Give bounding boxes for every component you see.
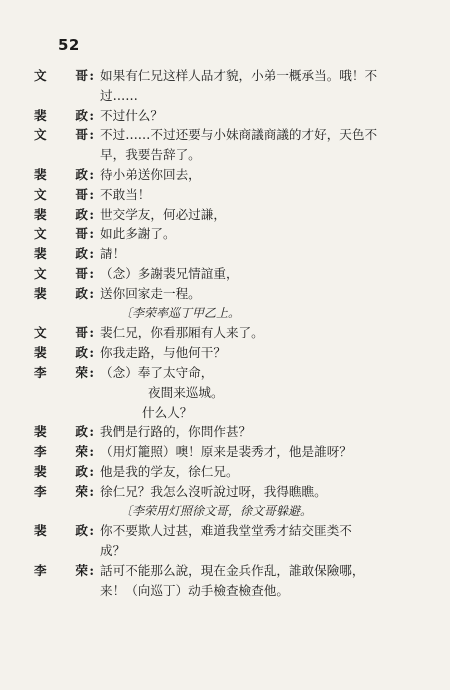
dialogue-line xyxy=(34,205,438,225)
speaker-name xyxy=(34,224,94,244)
speaker-colon: : xyxy=(89,325,94,341)
dialogue-text: （用灯籠照）噢！原来是裴秀才，他是誰呀？ xyxy=(100,444,352,460)
speaker-colon: : xyxy=(89,364,94,380)
script-body xyxy=(34,66,438,601)
speaker-char: 政 xyxy=(75,345,88,361)
dialogue-line xyxy=(34,323,438,343)
speaker-char: 文 xyxy=(34,186,47,202)
speaker-colon: : xyxy=(89,463,94,479)
speaker-char: 李 xyxy=(34,562,47,578)
speaker-name xyxy=(34,185,94,205)
speaker-colon: : xyxy=(89,68,94,83)
speaker-colon: : xyxy=(89,523,94,539)
speaker-name xyxy=(34,284,94,304)
dialogue-text: 你我走路，与他何干？ xyxy=(100,345,226,361)
dialogue-line xyxy=(34,224,438,244)
dialogue-text: 送你回家走一程。 xyxy=(100,285,201,301)
dialogue-line xyxy=(34,482,438,502)
speaker-char: 荣 xyxy=(75,483,88,499)
dialogue-text: 請！ xyxy=(100,246,126,262)
dialogue-line xyxy=(34,363,438,383)
speaker-name xyxy=(34,442,94,462)
speaker-colon: : xyxy=(89,285,94,301)
speaker-colon: : xyxy=(89,444,94,460)
stage-direction-text: 〔李荣用灯照徐文哥，徐文哥躲避。 xyxy=(120,503,313,518)
speaker-colon: : xyxy=(89,206,94,222)
speaker-char: 李 xyxy=(34,364,47,380)
speaker-name xyxy=(34,343,94,363)
speaker-char: 裴 xyxy=(34,523,47,539)
page-number: 52 xyxy=(58,36,80,54)
dialogue-line xyxy=(34,165,438,185)
speaker-char: 政 xyxy=(75,285,88,301)
continuation-line xyxy=(34,403,438,423)
speaker-char: 文 xyxy=(34,127,47,143)
speaker-colon: : xyxy=(89,424,94,440)
dialogue-line xyxy=(34,284,438,304)
speaker-colon: : xyxy=(89,562,94,578)
continuation-line xyxy=(34,541,438,561)
dialogue-text: 他是我的学友，徐仁兄。 xyxy=(100,463,239,479)
line-text: 过…… xyxy=(100,87,138,103)
speaker-char: 裴 xyxy=(34,166,47,182)
speaker-char: 裴 xyxy=(34,107,47,123)
continuation-line xyxy=(34,581,438,601)
dialogue-line xyxy=(34,244,438,264)
speaker-char: 哥 xyxy=(75,68,88,83)
speaker-char: 文 xyxy=(34,226,47,242)
line-text: 来！（向巡丁）动手檢查檢查他。 xyxy=(100,582,289,598)
speaker-char: 政 xyxy=(75,166,88,182)
dialogue-line xyxy=(34,185,438,205)
speaker-colon: : xyxy=(89,226,94,242)
dialogue-line xyxy=(34,422,438,442)
dialogue-text: 如果有仁兄这样人品才貌，小弟一概承当。哦！不 xyxy=(100,68,378,83)
speaker-char: 文 xyxy=(34,265,47,281)
stage-direction-text: 〔李荣率巡丁甲乙上。 xyxy=(120,305,241,320)
speaker-colon: : xyxy=(89,265,94,281)
speaker-name xyxy=(34,165,94,185)
speaker-char: 政 xyxy=(75,246,88,262)
speaker-char: 荣 xyxy=(75,444,88,460)
dialogue-text: 徐仁兄？我怎么沒听說过呀，我得瞧瞧。 xyxy=(100,483,327,499)
continuation-line xyxy=(34,145,438,165)
dialogue-text: （念）多謝裴兄情誼重， xyxy=(100,265,239,281)
speaker-colon: : xyxy=(89,166,94,182)
speaker-char: 荣 xyxy=(75,562,88,578)
speaker-name xyxy=(34,244,94,264)
speaker-char: 裴 xyxy=(34,246,47,262)
dialogue-line xyxy=(34,264,438,284)
speaker-name xyxy=(34,422,94,442)
speaker-char: 哥 xyxy=(75,325,88,341)
continuation-line xyxy=(34,383,438,403)
dialogue-text: 你不要欺人过甚，难道我堂堂秀才結交匪类不 xyxy=(100,523,352,539)
speaker-char: 政 xyxy=(75,206,88,222)
dialogue-line xyxy=(34,106,438,126)
dialogue-text: （念）奉了太守命， xyxy=(100,364,214,380)
speaker-name xyxy=(34,106,94,126)
dialogue-line xyxy=(34,125,438,145)
dialogue-line xyxy=(34,561,438,581)
dialogue-line xyxy=(34,66,438,86)
line-text: 什么人？ xyxy=(142,404,193,420)
speaker-name xyxy=(34,264,94,284)
stage-direction xyxy=(34,304,438,324)
speaker-colon: : xyxy=(89,127,94,143)
speaker-char: 裴 xyxy=(34,345,47,361)
dialogue-text: 我們是行路的，你問作甚？ xyxy=(100,424,252,440)
speaker-colon: : xyxy=(89,246,94,262)
speaker-char: 政 xyxy=(75,107,88,123)
dialogue-line xyxy=(34,442,438,462)
speaker-char: 政 xyxy=(75,424,88,440)
speaker-char: 哥 xyxy=(75,186,88,202)
speaker-colon: : xyxy=(89,483,94,499)
speaker-char: 荣 xyxy=(75,364,88,380)
speaker-char: 李 xyxy=(34,444,47,460)
speaker-char: 文 xyxy=(34,325,47,341)
dialogue-line xyxy=(34,462,438,482)
speaker-colon: : xyxy=(89,345,94,361)
speaker-name xyxy=(34,462,94,482)
dialogue-line xyxy=(34,521,438,541)
dialogue-line xyxy=(34,343,438,363)
continuation-line xyxy=(34,86,438,106)
stage-direction xyxy=(34,502,438,522)
speaker-char: 哥 xyxy=(75,226,88,242)
speaker-char: 裴 xyxy=(34,463,47,479)
line-text: 成？ xyxy=(100,543,126,559)
speaker-char: 李 xyxy=(34,483,47,499)
dialogue-text: 待小弟送你回去， xyxy=(100,166,201,182)
line-text: 早，我要告辞了。 xyxy=(100,147,201,163)
line-text: 夜間来巡城。 xyxy=(148,384,224,400)
speaker-name xyxy=(34,125,94,145)
speaker-name xyxy=(34,323,94,343)
speaker-char: 哥 xyxy=(75,265,88,281)
speaker-char: 政 xyxy=(75,463,88,479)
speaker-name xyxy=(34,521,94,541)
speaker-char: 裴 xyxy=(34,285,47,301)
speaker-name xyxy=(34,66,94,86)
speaker-name xyxy=(34,482,94,502)
speaker-char: 哥 xyxy=(75,127,88,143)
speaker-name xyxy=(34,561,94,581)
dialogue-text: 世交学友，何必过謙， xyxy=(100,206,226,222)
dialogue-text: 不敢当！ xyxy=(100,186,151,202)
dialogue-text: 如此多謝了。 xyxy=(100,226,176,242)
dialogue-text: 不过什么？ xyxy=(100,107,163,123)
speaker-colon: : xyxy=(89,107,94,123)
speaker-char: 裴 xyxy=(34,206,47,222)
speaker-char: 裴 xyxy=(34,424,47,440)
speaker-colon: : xyxy=(89,186,94,202)
dialogue-text: 話可不能那么說，現在金兵作乱，誰敢保險哪， xyxy=(100,562,365,578)
speaker-char: 文 xyxy=(34,68,47,83)
speaker-char: 政 xyxy=(75,523,88,539)
speaker-name xyxy=(34,363,94,383)
dialogue-text: 裴仁兄，你看那厢有人来了。 xyxy=(100,325,264,341)
dialogue-text: 不过……不过还要与小妹商議商議的才好，天色不 xyxy=(100,127,378,143)
speaker-name xyxy=(34,205,94,225)
